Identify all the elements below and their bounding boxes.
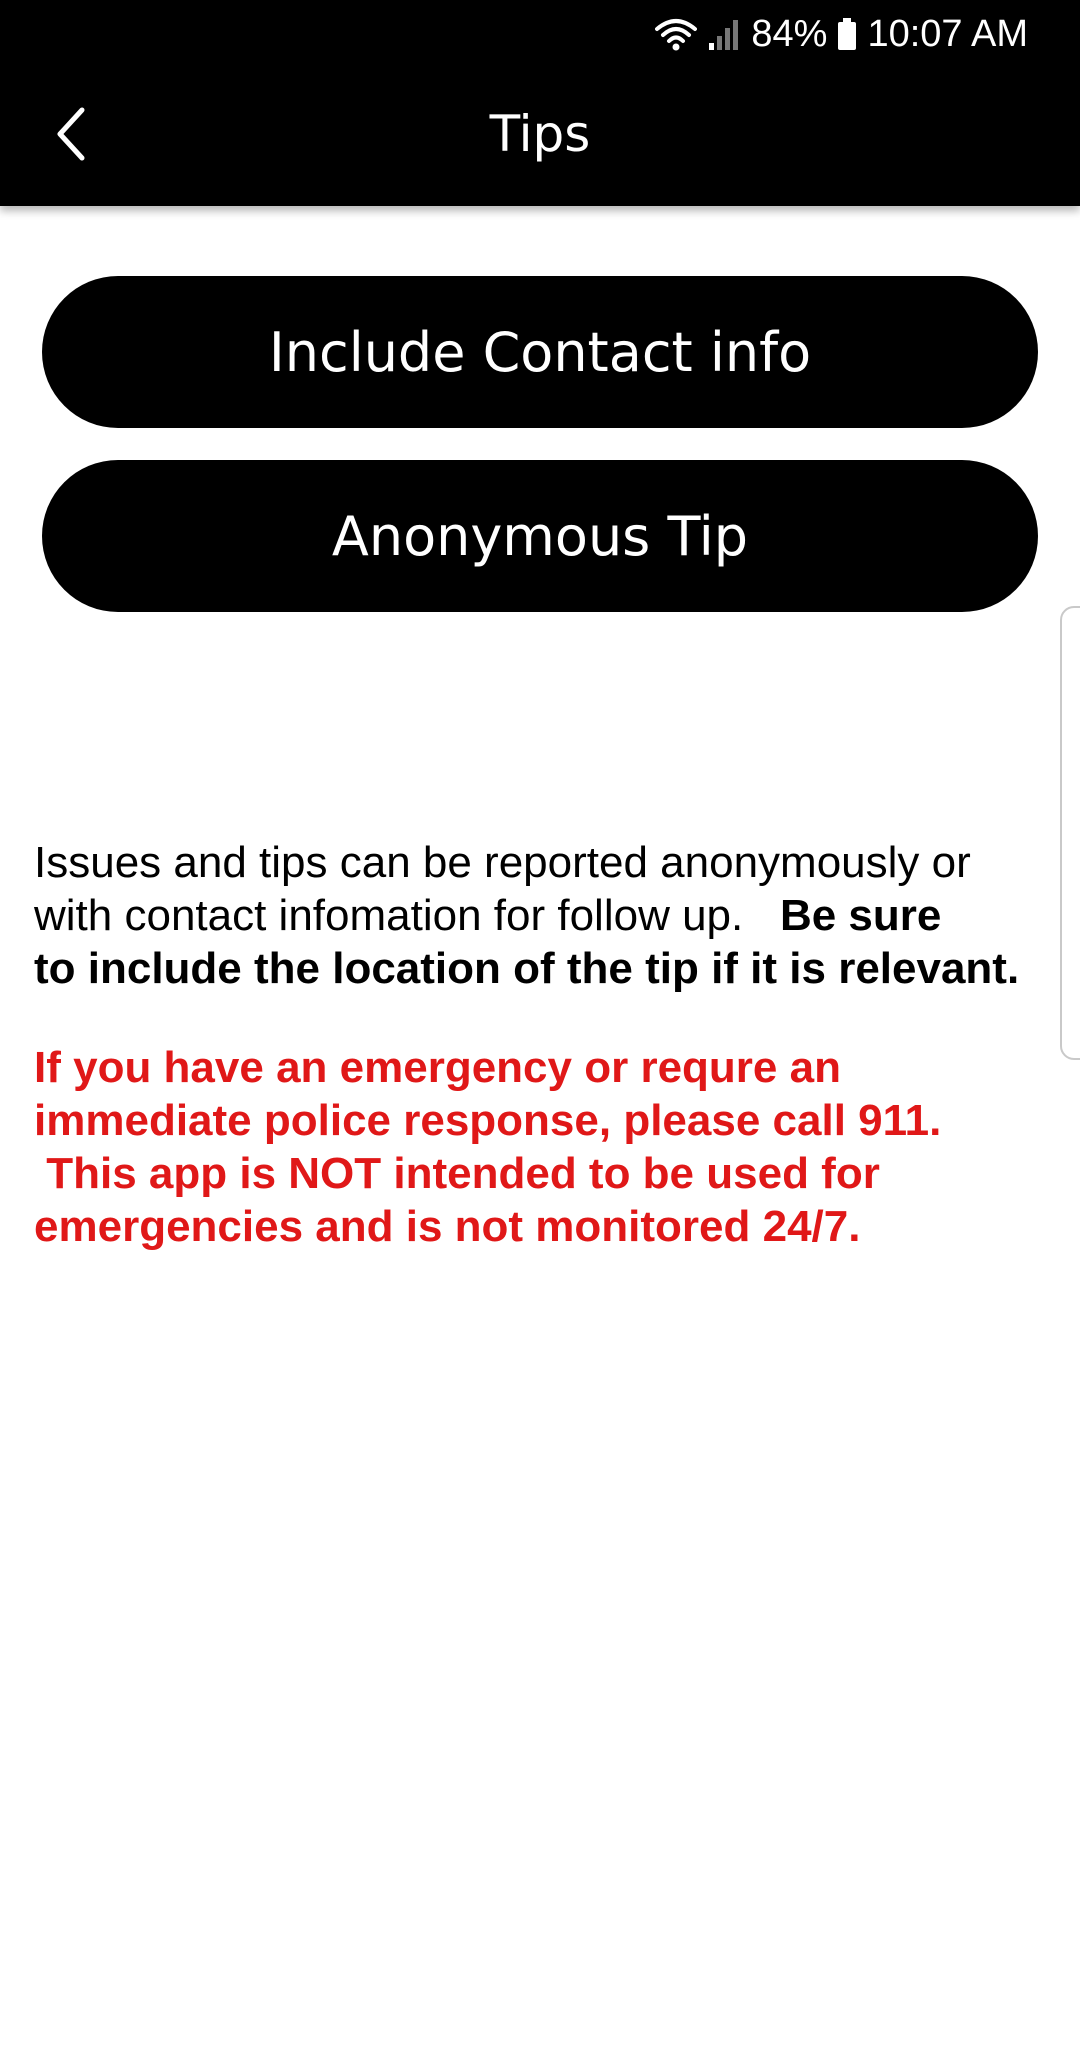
status-indicators	[655, 6, 1028, 62]
info-line-1: Issues and tips can be reported anonymously or	[34, 838, 971, 887]
info-line-2: with contact infomation for follow up.	[34, 891, 744, 940]
warning-line-4: emergencies and is not monitored 24/7.	[34, 1202, 861, 1251]
warning-line-3: This app is NOT intended to be used for	[46, 1149, 880, 1198]
info-emphasis-2: to include the location of the tip if it is relevant.	[34, 944, 1020, 993]
anonymous-tip-label: Anonymous Tip	[331, 504, 749, 568]
warning-line-1: If you have an emergency or requre an	[34, 1043, 841, 1092]
battery-icon	[837, 17, 857, 51]
wifi-icon	[655, 17, 697, 51]
battery-percent: 84%	[751, 12, 828, 55]
info-emphasis-1: Be sure	[779, 891, 942, 940]
warning-line-2: immediate police response, please call 911.	[34, 1096, 942, 1145]
page-title: Tips	[489, 105, 591, 163]
signal-icon	[707, 17, 741, 51]
emergency-warning	[34, 1041, 1054, 1253]
include-contact-info-label: Include Contact info	[268, 320, 812, 384]
info-paragraph	[34, 836, 1054, 995]
clock-time: 10:07 AM	[867, 12, 1028, 55]
anonymous-tip-button[interactable]	[42, 460, 1038, 612]
include-contact-info-button[interactable]	[42, 276, 1038, 428]
scroll-edge-indicator[interactable]	[1060, 606, 1080, 1060]
status-bar	[0, 0, 1080, 66]
app-bar	[0, 66, 1080, 206]
